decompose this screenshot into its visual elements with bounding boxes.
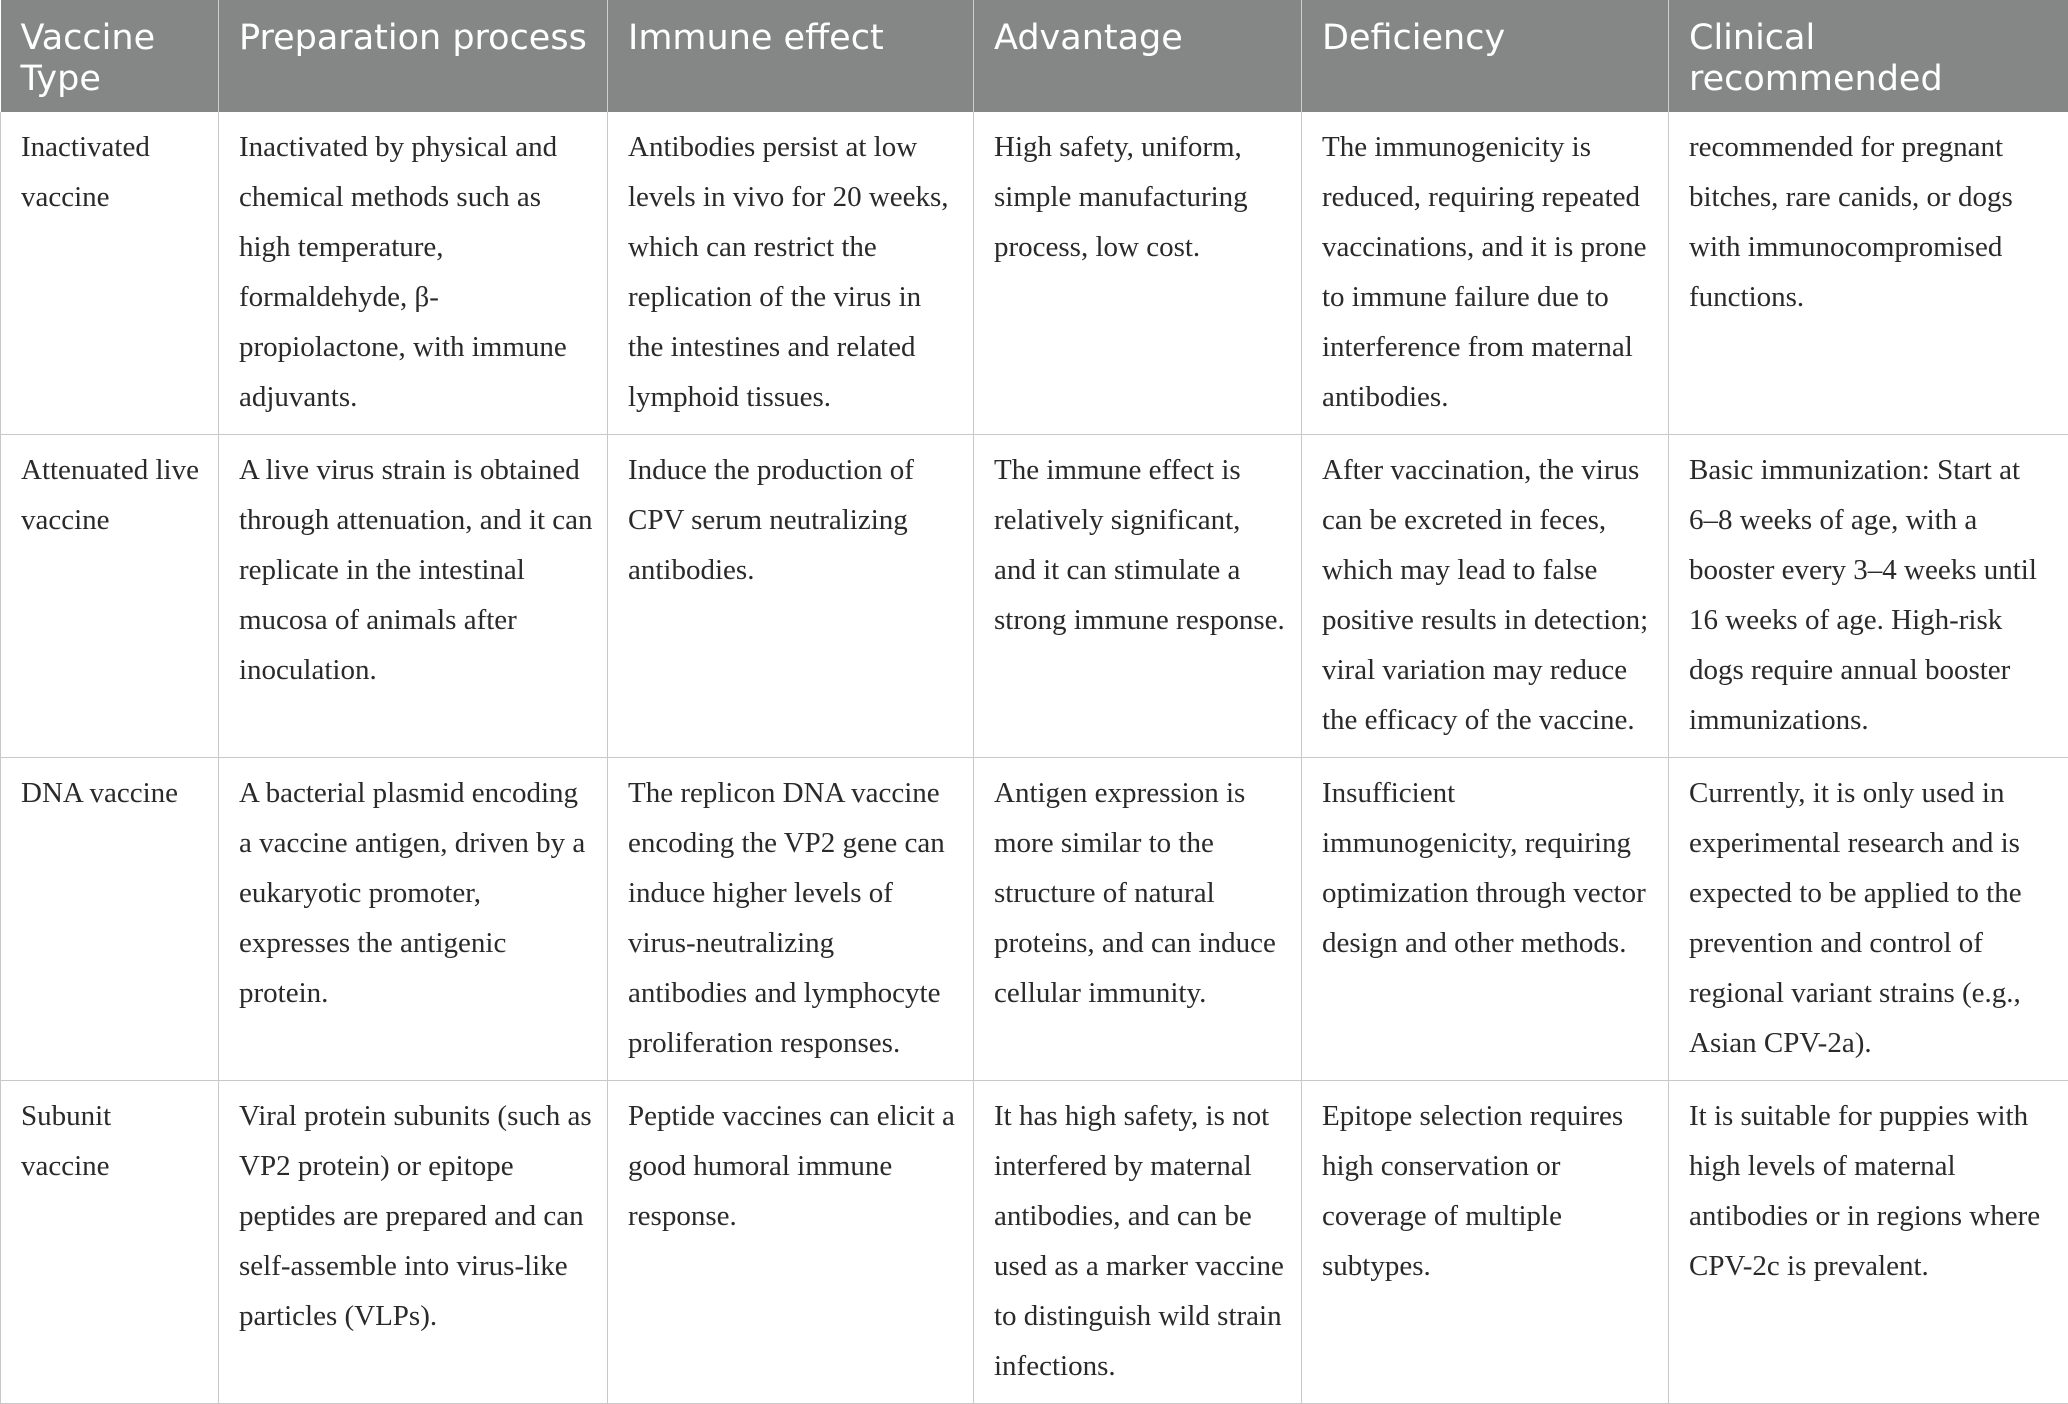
header-clinical-recommended: Clinical recommended <box>1669 0 2068 112</box>
cell-preparation-process: A live virus strain is obtained through attenuation, and it can replicate in the intestinal mucosa of animals after inoculation. <box>219 435 608 758</box>
header-row <box>1 0 2068 112</box>
header-deficiency: Deficiency <box>1302 0 1669 112</box>
cell-vaccine-type: Subunit vaccine <box>1 1081 219 1404</box>
table-row <box>1 1081 2068 1404</box>
cell-advantage: It has high safety, is not interfered by maternal antibodies, and can be used as a marker vaccine to distinguish wild strain infections. <box>974 1081 1302 1404</box>
cell-deficiency: Insufficient immunogenicity, requiring optimization through vector design and other methods. <box>1302 758 1669 1081</box>
cell-clinical-recommended: recommended for pregnant bitches, rare canids, or dogs with immunocompromised functions. <box>1669 112 2068 435</box>
cell-preparation-process: Viral protein subunits (such as VP2 protein) or epitope peptides are prepared and can self-assemble into virus-like particles (VLPs). <box>219 1081 608 1404</box>
table-body <box>1 112 2068 1404</box>
cell-deficiency: Epitope selection requires high conservation or coverage of multiple subtypes. <box>1302 1081 1669 1404</box>
cell-advantage: High safety, uniform, simple manufacturing process, low cost. <box>974 112 1302 435</box>
cell-immune-effect: Induce the production of CPV serum neutralizing antibodies. <box>608 435 974 758</box>
cell-preparation-process: Inactivated by physical and chemical methods such as high temperature, formaldehyde, β-propiolactone, with immune adjuvants. <box>219 112 608 435</box>
table-row <box>1 758 2068 1081</box>
table-row <box>1 435 2068 758</box>
cell-vaccine-type: Inactivated vaccine <box>1 112 219 435</box>
cell-immune-effect: Peptide vaccines can elicit a good humoral immune response. <box>608 1081 974 1404</box>
cell-immune-effect: Antibodies persist at low levels in vivo for 20 weeks, which can restrict the replication of the virus in the intestines and related lymphoid tissues. <box>608 112 974 435</box>
cell-advantage: The immune effect is relatively significant, and it can stimulate a strong immune response. <box>974 435 1302 758</box>
cell-advantage: Antigen expression is more similar to the structure of natural proteins, and can induce cellular immunity. <box>974 758 1302 1081</box>
header-advantage: Advantage <box>974 0 1302 112</box>
cell-vaccine-type: DNA vaccine <box>1 758 219 1081</box>
table-row <box>1 112 2068 435</box>
header-vaccine-type: Vaccine Type <box>1 0 219 112</box>
cell-clinical-recommended: Basic immunization: Start at 6–8 weeks of age, with a booster every 3–4 weeks until 16 weeks of age. High-risk dogs require annual booster immunizations. <box>1669 435 2068 758</box>
cell-deficiency: The immunogenicity is reduced, requiring repeated vaccinations, and it is prone to immune failure due to interference from maternal antibodies. <box>1302 112 1669 435</box>
cell-vaccine-type: Attenuated live vaccine <box>1 435 219 758</box>
cell-clinical-recommended: Currently, it is only used in experimental research and is expected to be applied to the prevention and control of regional variant strains (e.g., Asian CPV-2a). <box>1669 758 2068 1081</box>
header-immune-effect: Immune effect <box>608 0 974 112</box>
cell-preparation-process: A bacterial plasmid encoding a vaccine antigen, driven by a eukaryotic promoter, expresses the antigenic protein. <box>219 758 608 1081</box>
header-preparation-process: Preparation process <box>219 0 608 112</box>
cell-immune-effect: The replicon DNA vaccine encoding the VP2 gene can induce higher levels of virus-neutralizing antibodies and lymphocyte proliferation responses. <box>608 758 974 1081</box>
table-header <box>1 0 2068 112</box>
cell-clinical-recommended: It is suitable for puppies with high levels of maternal antibodies or in regions where CPV-2c is prevalent. <box>1669 1081 2068 1404</box>
cell-deficiency: After vaccination, the virus can be excreted in feces, which may lead to false positive results in detection; viral variation may reduce the efficacy of the vaccine. <box>1302 435 1669 758</box>
